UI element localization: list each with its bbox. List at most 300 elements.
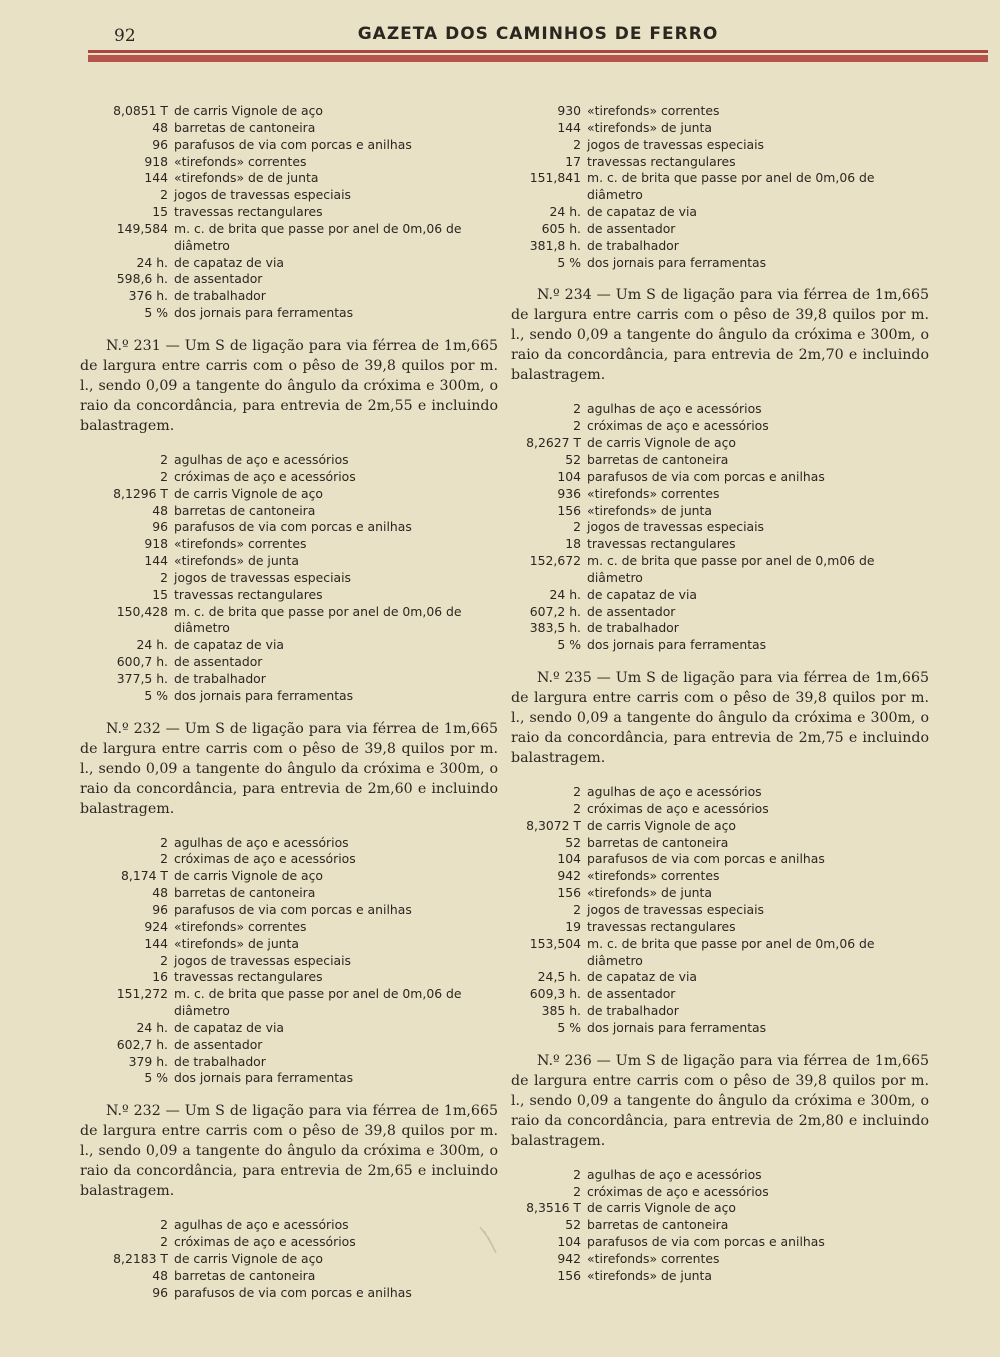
material-row	[511, 986, 929, 1003]
material-description: «tirefonds» correntes	[587, 485, 720, 501]
material-row	[511, 238, 929, 255]
material-row	[511, 868, 929, 885]
material-description: barretas de cantoneira	[174, 885, 316, 901]
material-quantity: 379 h.	[128, 1053, 168, 1069]
material-quantity: 8,0851 T	[113, 103, 168, 118]
material-description: diâmetro	[587, 187, 643, 203]
material-row	[80, 902, 498, 919]
material-description: de carris Vignole de aço	[587, 435, 737, 451]
material-description: parafusos de via com porcas e anilhas	[587, 851, 825, 867]
material-quantity: 24 h.	[136, 637, 168, 653]
material-quantity: 8,2627 T	[526, 435, 581, 451]
material-quantity: 942	[557, 868, 581, 884]
material-row	[511, 570, 929, 587]
material-row	[511, 435, 929, 452]
material-row	[80, 1020, 498, 1037]
material-description: parafusos de via com porcas e anilhas	[174, 902, 412, 917]
material-quantity	[80, 620, 174, 637]
material-quantity: 2	[160, 569, 168, 585]
material-quantity: 602,7 h.	[116, 1036, 168, 1052]
material-row	[511, 885, 929, 902]
material-row	[80, 1268, 498, 1285]
material-description: «tirefonds» de junta	[587, 1267, 712, 1283]
material-quantity: 2	[160, 834, 168, 850]
material-quantity: 607,2 h.	[529, 603, 581, 619]
material-row	[80, 885, 498, 902]
material-quantity: 96	[152, 1284, 168, 1300]
material-description: «tirefonds» correntes	[587, 868, 720, 884]
material-row	[511, 221, 929, 238]
material-description: de capataz de via	[587, 969, 697, 985]
material-quantity: 2	[573, 401, 581, 417]
material-description: agulhas de aço e acessórios	[174, 1217, 349, 1233]
material-description: barretas de cantoneira	[174, 1267, 316, 1283]
material-quantity: 16	[152, 969, 168, 985]
material-description: de capataz de via	[174, 637, 284, 653]
material-quantity: 24 h.	[549, 586, 581, 602]
material-description: barretas de cantoneira	[174, 119, 316, 135]
material-row	[80, 654, 498, 671]
material-description: dos jornais para ferramentas	[174, 687, 354, 703]
material-description: m. c. de brita que passe por anel de 0,m06 de	[587, 553, 875, 569]
material-row	[80, 986, 498, 1003]
material-description: jogos de travessas especiais	[174, 952, 352, 968]
material-description: de capataz de via	[174, 1019, 284, 1035]
material-description: de carris Vignole de aço	[174, 485, 324, 501]
material-description: barretas de cantoneira	[174, 502, 316, 518]
material-quantity: 2	[160, 851, 168, 867]
section-paragraph-232b: N.º 232 — Um S de ligação para via férrea de 1m,665 de largura entre carris com o pêso de 39,8 quilos por m. l., sendo 0,09 a tangente do ângulo da cróxima e 300m, o raio da concordância, para entrevia de 2m,65 e incluindo balastragem.	[80, 1103, 498, 1200]
material-row	[80, 1217, 498, 1234]
material-description: dos jornais para ferramentas	[174, 1070, 354, 1086]
material-description: «tirefonds» de junta	[587, 885, 712, 901]
material-row	[511, 137, 929, 154]
material-quantity: 376 h.	[128, 288, 168, 304]
material-row	[511, 919, 929, 936]
material-quantity: 2	[573, 1166, 581, 1182]
material-row	[80, 1037, 498, 1054]
material-description: de trabalhador	[587, 1003, 679, 1019]
material-description: travessas rectangulares	[587, 153, 736, 169]
material-quantity: 2	[160, 451, 168, 467]
material-description: dos jornais para ferramentas	[587, 254, 767, 270]
material-description: travessas rectangulares	[174, 969, 323, 985]
material-quantity: 8,1296 T	[113, 485, 168, 501]
material-quantity: 48	[152, 1267, 168, 1283]
material-description: m. c. de brita que passe por anel de 0m,06 de	[174, 220, 462, 236]
material-quantity: 2	[160, 187, 168, 203]
material-description: m. c. de brita que passe por anel de 0m,06 de	[587, 935, 875, 951]
material-row	[80, 620, 498, 637]
material-description: de carris Vignole de aço	[174, 103, 324, 118]
material-quantity	[80, 1003, 174, 1020]
material-description: cróximas de aço e acessórios	[174, 468, 356, 484]
material-description: de assentador	[174, 271, 263, 287]
material-quantity: 2	[573, 519, 581, 535]
journal-title: GAZETA DOS CAMINHOS DE FERRO	[357, 24, 719, 44]
material-row	[80, 969, 498, 986]
material-quantity: 598,6 h.	[116, 271, 168, 287]
material-description: cróximas de aço e acessórios	[174, 1234, 356, 1250]
material-quantity: 48	[152, 885, 168, 901]
material-quantity: 2	[160, 1217, 168, 1233]
material-quantity: 15	[152, 204, 168, 220]
material-row	[511, 1167, 929, 1184]
material-row	[511, 1268, 929, 1285]
material-description: de assentador	[587, 603, 676, 619]
material-row	[511, 1184, 929, 1201]
material-description: «tirefonds» correntes	[587, 1250, 720, 1266]
material-quantity: 5 %	[557, 637, 581, 653]
material-quantity	[80, 238, 174, 255]
material-description: «tirefonds» correntes	[174, 153, 307, 169]
material-row	[511, 170, 929, 187]
material-row	[511, 418, 929, 435]
section-paragraph-236: N.º 236 — Um S de ligação para via férrea de 1m,665 de largura entre carris com o pêso de 39,8 quilos por m. l., sendo 0,09 a tangente do ângulo da cróxima e 300m, o raio da concordância, para entrevia de 2m,80 e incluindo balastragem.	[511, 1052, 929, 1149]
material-quantity	[511, 187, 587, 204]
material-quantity: 5 %	[557, 254, 581, 270]
material-description: de capataz de via	[174, 254, 284, 270]
material-row	[511, 637, 929, 654]
material-quantity: 144	[144, 935, 168, 951]
material-row	[80, 154, 498, 171]
material-description: de capataz de via	[587, 204, 697, 220]
material-quantity: 8,3516 T	[526, 1200, 581, 1216]
material-description: agulhas de aço e acessórios	[174, 834, 349, 850]
material-row	[511, 120, 929, 137]
material-quantity: 104	[557, 468, 581, 484]
material-row	[80, 452, 498, 469]
material-quantity: 942	[557, 1250, 581, 1266]
material-row	[511, 784, 929, 801]
material-description: de carris Vignole de aço	[174, 1250, 324, 1266]
page-number: 92	[114, 26, 136, 46]
material-quantity: 144	[557, 119, 581, 135]
material-description: agulhas de aço e acessórios	[587, 1166, 762, 1182]
material-row	[511, 953, 929, 970]
materials-list	[511, 103, 929, 271]
material-quantity: 96	[152, 902, 168, 917]
material-quantity: 24 h.	[549, 204, 581, 220]
material-description: cróximas de aço e acessórios	[174, 851, 356, 867]
material-quantity: 52	[565, 1217, 581, 1233]
header-rule-thick	[88, 55, 988, 62]
material-quantity: 930	[557, 103, 581, 118]
material-description: dos jornais para ferramentas	[587, 637, 767, 653]
material-row	[511, 1200, 929, 1217]
section-paragraph-232a: N.º 232 — Um S de ligação para via férrea de 1m,665 de largura entre carris com o pêso de 39,8 quilos por m. l., sendo 0,09 a tangente do ângulo da cróxima e 300m, o raio da concordância, para entrevia de 2m,60 e incluindo balastragem.	[80, 720, 498, 817]
material-description: de assentador	[174, 1036, 263, 1052]
material-description: diâmetro	[587, 952, 643, 968]
material-quantity: 151,272	[116, 986, 168, 1002]
material-row	[80, 469, 498, 486]
material-description: de carris Vignole de aço	[587, 1200, 737, 1216]
material-row	[80, 170, 498, 187]
header-rule-thin	[88, 50, 988, 53]
material-quantity: 156	[557, 1267, 581, 1283]
material-row	[80, 255, 498, 272]
material-quantity: 24 h.	[136, 1019, 168, 1035]
material-description: de trabalhador	[174, 1053, 266, 1069]
material-description: de trabalhador	[174, 670, 266, 686]
material-quantity: 600,7 h.	[116, 654, 168, 670]
material-description: jogos de travessas especiais	[174, 187, 352, 203]
materials-list	[511, 1167, 929, 1285]
material-description: travessas rectangulares	[174, 204, 323, 220]
material-quantity: 2	[573, 418, 581, 434]
material-description: «tirefonds» correntes	[587, 103, 720, 118]
material-quantity: 8,174 T	[121, 868, 168, 884]
material-quantity: 5 %	[144, 687, 168, 703]
material-row	[511, 204, 929, 221]
material-description: diâmetro	[174, 1003, 230, 1019]
material-description: jogos de travessas especiais	[587, 519, 765, 535]
material-row	[511, 851, 929, 868]
material-description: barretas de cantoneira	[587, 451, 729, 467]
material-quantity: 156	[557, 502, 581, 518]
material-description: m. c. de brita que passe por anel de 0m,06 de	[587, 170, 875, 186]
material-quantity: 8,2183 T	[113, 1250, 168, 1266]
material-quantity: 2	[573, 902, 581, 917]
material-row	[80, 553, 498, 570]
section-paragraph-234: N.º 234 — Um S de ligação para via férrea de 1m,665 de largura entre carris com o pêso de 39,8 quilos por m. l., sendo 0,09 a tangente do ângulo da cróxima e 300m, o raio da concordância, para entrevia de 2m,70 e incluindo balastragem.	[511, 287, 929, 384]
material-quantity: 18	[565, 536, 581, 552]
material-row	[80, 271, 498, 288]
material-quantity: 5 %	[144, 305, 168, 321]
material-description: dos jornais para ferramentas	[174, 305, 354, 321]
material-row	[511, 936, 929, 953]
material-row	[511, 553, 929, 570]
material-description: diâmetro	[174, 620, 230, 636]
material-quantity: 96	[152, 519, 168, 535]
material-description: parafusos de via com porcas e anilhas	[587, 468, 825, 484]
material-quantity: 17	[565, 153, 581, 169]
material-row	[80, 1070, 498, 1087]
material-quantity: 150,428	[116, 603, 168, 619]
material-quantity: 152,672	[529, 553, 581, 569]
material-description: parafusos de via com porcas e anilhas	[174, 1284, 412, 1300]
material-description: «tirefonds» correntes	[174, 536, 307, 552]
material-description: jogos de travessas especiais	[174, 569, 352, 585]
material-description: diâmetro	[174, 237, 230, 253]
material-description: «tirefonds» de junta	[587, 502, 712, 518]
material-quantity: 918	[144, 153, 168, 169]
material-quantity: 2	[573, 136, 581, 152]
material-quantity: 156	[557, 885, 581, 901]
material-quantity	[511, 953, 587, 970]
material-quantity: 15	[152, 586, 168, 602]
print-smudge	[478, 1225, 498, 1255]
material-row	[80, 570, 498, 587]
material-quantity: 5 %	[144, 1070, 168, 1086]
material-row	[80, 587, 498, 604]
section-paragraph-231: N.º 231 — Um S de ligação para via férrea de 1m,665 de largura entre carris com o pêso de 39,8 quilos por m. l., sendo 0,09 a tangente do ângulo da cróxima e 300m, o raio da concordância, para entrevia de 2m,55 e incluindo balastragem.	[80, 337, 498, 434]
material-quantity: 605 h.	[541, 220, 581, 236]
material-quantity: 609,3 h.	[529, 986, 581, 1002]
material-quantity: 149,584	[116, 220, 168, 236]
materials-list	[80, 1217, 498, 1301]
material-description: jogos de travessas especiais	[587, 902, 765, 917]
material-row	[80, 936, 498, 953]
material-quantity: 924	[144, 918, 168, 934]
material-row	[511, 801, 929, 818]
material-description: m. c. de brita que passe por anel de 0m,06 de	[174, 603, 462, 619]
material-quantity: 104	[557, 1234, 581, 1250]
material-row	[80, 835, 498, 852]
material-row	[511, 902, 929, 919]
material-description: travessas rectangulares	[174, 586, 323, 602]
material-row	[511, 519, 929, 536]
material-description: parafusos de via com porcas e anilhas	[174, 519, 412, 535]
material-description: «tirefonds» correntes	[174, 918, 307, 934]
material-description: m. c. de brita que passe por anel de 0m,06 de	[174, 986, 462, 1002]
material-row	[511, 1251, 929, 1268]
material-description: «tirefonds» de junta	[587, 119, 712, 135]
material-description: barretas de cantoneira	[587, 834, 729, 850]
material-quantity: 2	[160, 468, 168, 484]
material-description: agulhas de aço e acessórios	[587, 401, 762, 417]
material-row	[80, 137, 498, 154]
section-paragraph-235: N.º 235 — Um S de ligação para via férrea de 1m,665 de largura entre carris com o pêso de 39,8 quilos por m. l., sendo 0,09 a tangente do ângulo da cróxima e 300m, o raio da concordância, para entrevia de 2m,75 e incluindo balastragem.	[511, 670, 929, 767]
material-description: jogos de travessas especiais	[587, 136, 765, 152]
material-quantity: 383,5 h.	[529, 620, 581, 636]
material-quantity: 385 h.	[541, 1003, 581, 1019]
material-quantity: 52	[565, 451, 581, 467]
material-row	[80, 238, 498, 255]
materials-list	[511, 784, 929, 1037]
material-row	[511, 469, 929, 486]
material-description: cróximas de aço e acessórios	[587, 800, 769, 816]
material-description: de assentador	[587, 220, 676, 236]
material-quantity: 918	[144, 536, 168, 552]
material-description: de carris Vignole de aço	[587, 817, 737, 833]
material-description: dos jornais para ferramentas	[587, 1019, 767, 1035]
material-row	[511, 452, 929, 469]
material-description: de trabalhador	[174, 288, 266, 304]
material-description: travessas rectangulares	[587, 918, 736, 934]
material-row	[511, 604, 929, 621]
material-row	[511, 1020, 929, 1037]
material-row	[80, 1003, 498, 1020]
material-description: travessas rectangulares	[587, 536, 736, 552]
material-description: de carris Vignole de aço	[174, 868, 324, 884]
material-row	[80, 204, 498, 221]
material-row	[80, 637, 498, 654]
material-row	[511, 255, 929, 272]
material-row	[511, 401, 929, 418]
material-row	[511, 620, 929, 637]
material-row	[80, 486, 498, 503]
right-column	[511, 103, 929, 1285]
material-row	[80, 868, 498, 885]
material-row	[511, 1003, 929, 1020]
material-description: parafusos de via com porcas e anilhas	[587, 1234, 825, 1250]
materials-list	[80, 103, 498, 322]
material-quantity: 52	[565, 834, 581, 850]
left-column	[80, 103, 498, 1302]
material-quantity: 144	[144, 170, 168, 186]
material-description: «tirefonds» de junta	[174, 935, 299, 951]
material-quantity: 151,841	[529, 170, 581, 186]
material-row	[80, 1054, 498, 1071]
material-quantity: 104	[557, 851, 581, 867]
material-row	[80, 221, 498, 238]
material-row	[80, 919, 498, 936]
material-row	[80, 1234, 498, 1251]
material-quantity: 48	[152, 119, 168, 135]
material-quantity: 8,3072 T	[526, 817, 581, 833]
material-description: de assentador	[174, 654, 263, 670]
material-quantity: 381,8 h.	[529, 237, 581, 253]
material-quantity: 377,5 h.	[116, 670, 168, 686]
page-header	[88, 22, 988, 50]
material-quantity: 48	[152, 502, 168, 518]
material-row	[511, 486, 929, 503]
material-row	[80, 288, 498, 305]
material-row	[80, 604, 498, 621]
material-row	[80, 851, 498, 868]
material-row	[511, 969, 929, 986]
material-row	[511, 818, 929, 835]
material-row	[511, 587, 929, 604]
material-row	[80, 536, 498, 553]
material-quantity: 2	[160, 1234, 168, 1250]
material-quantity: 144	[144, 553, 168, 569]
material-row	[511, 835, 929, 852]
material-row	[80, 103, 498, 120]
materials-list	[80, 835, 498, 1088]
material-row	[80, 953, 498, 970]
material-quantity: 2	[160, 952, 168, 968]
material-row	[80, 1285, 498, 1302]
material-row	[80, 519, 498, 536]
material-row	[511, 536, 929, 553]
material-quantity: 24 h.	[136, 254, 168, 270]
material-description: de trabalhador	[587, 237, 679, 253]
material-quantity: 2	[573, 1183, 581, 1199]
material-row	[511, 154, 929, 171]
material-quantity: 2	[573, 800, 581, 816]
material-description: de trabalhador	[587, 620, 679, 636]
materials-list	[511, 401, 929, 654]
material-quantity: 936	[557, 485, 581, 501]
material-description: de capataz de via	[587, 586, 697, 602]
material-row	[80, 1251, 498, 1268]
material-description: cróximas de aço e acessórios	[587, 418, 769, 434]
materials-list	[80, 452, 498, 705]
material-description: barretas de cantoneira	[587, 1217, 729, 1233]
material-description: diâmetro	[587, 569, 643, 585]
material-description: parafusos de via com porcas e anilhas	[174, 136, 412, 152]
material-quantity	[511, 570, 587, 587]
material-description: agulhas de aço e acessórios	[587, 784, 762, 800]
material-description: cróximas de aço e acessórios	[587, 1183, 769, 1199]
material-row	[80, 503, 498, 520]
material-row	[511, 503, 929, 520]
material-row	[80, 187, 498, 204]
material-quantity: 5 %	[557, 1019, 581, 1035]
material-row	[511, 187, 929, 204]
material-row	[80, 688, 498, 705]
material-description: «tirefonds» de de junta	[174, 170, 319, 186]
material-quantity: 2	[573, 784, 581, 800]
material-row	[80, 120, 498, 137]
material-description: agulhas de aço e acessórios	[174, 451, 349, 467]
material-row	[511, 103, 929, 120]
material-quantity: 19	[565, 918, 581, 934]
material-row	[511, 1217, 929, 1234]
material-row	[80, 671, 498, 688]
